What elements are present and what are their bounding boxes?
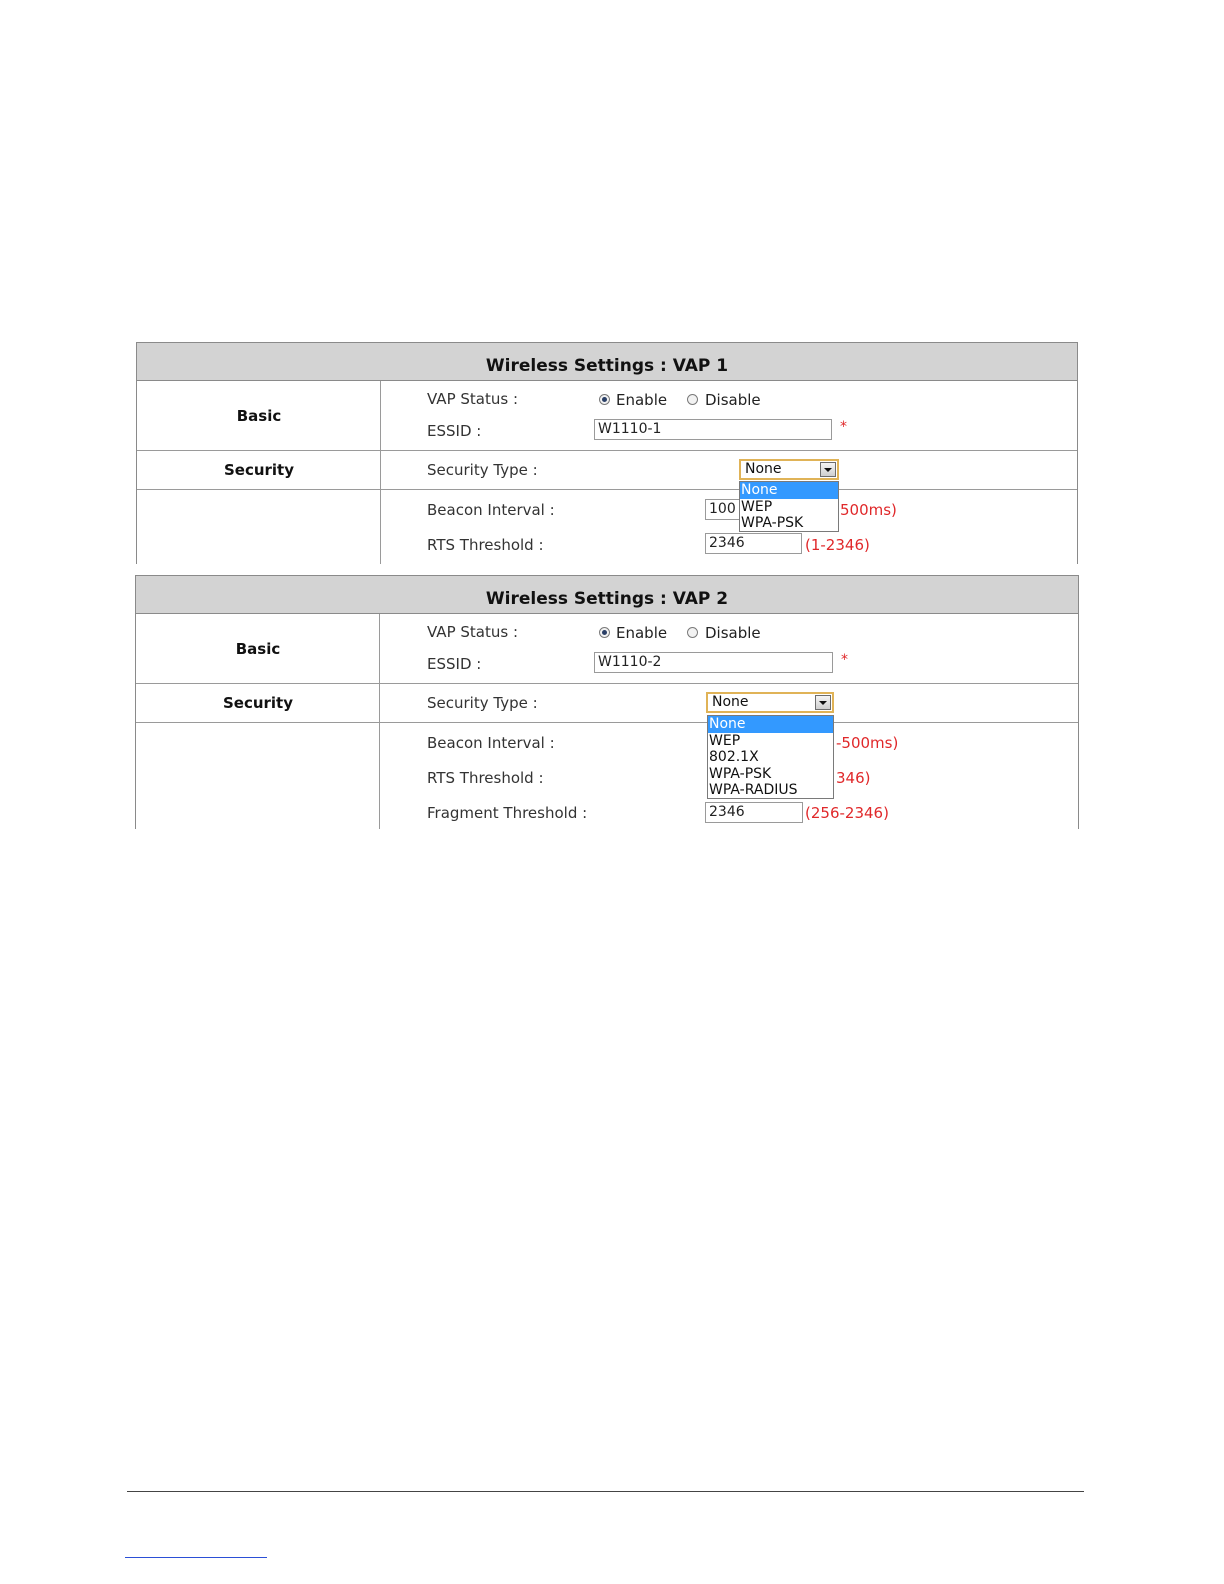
vap2-security-type-label: Security Type : — [427, 694, 538, 712]
vap1-essid-input[interactable]: W1110-1 — [594, 419, 832, 440]
vap1-rts-threshold-label: RTS Threshold : — [427, 536, 544, 554]
footer-rule — [127, 1491, 1084, 1492]
vap2-settings-panel — [135, 575, 1079, 829]
vap2-security-section-label: Security — [222, 694, 294, 712]
vap2-option-none[interactable]: None — [708, 716, 833, 733]
vap1-vap-status-label: VAP Status : — [427, 390, 518, 408]
vap1-beacon-interval-label: Beacon Interval : — [427, 501, 555, 519]
vap2-fragment-threshold-input[interactable]: 2346 — [705, 802, 803, 823]
vap2-option-wpa-radius[interactable]: WPA-RADIUS — [709, 782, 798, 799]
divider — [136, 722, 1078, 723]
vap1-enable-label[interactable]: Enable — [616, 391, 668, 409]
chevron-down-icon[interactable] — [815, 695, 831, 710]
vap2-beacon-interval-label: Beacon Interval : — [427, 734, 555, 752]
vap2-enable-radio[interactable] — [599, 627, 610, 638]
vap1-basic-section-label: Basic — [236, 407, 282, 425]
vap2-required-mark: * — [841, 652, 848, 668]
chevron-down-icon[interactable] — [820, 462, 836, 477]
vap1-option-wep[interactable]: WEP — [741, 498, 773, 515]
vap2-option-wpa-psk[interactable]: WPA-PSK — [709, 765, 772, 782]
vap1-rts-threshold-input[interactable]: 2346 — [705, 533, 802, 554]
vap2-panel-title: Wireless Settings : VAP 2 — [136, 576, 1078, 614]
vap1-security-section-label: Security — [223, 461, 295, 479]
vap2-basic-section-label: Basic — [235, 640, 281, 658]
vap1-security-type-dropdown[interactable] — [739, 481, 839, 532]
vap2-vap-status-label: VAP Status : — [427, 623, 518, 641]
vap2-security-type-dropdown[interactable] — [707, 715, 834, 799]
vap2-beacon-interval-hint: -500ms) — [836, 734, 899, 752]
vap1-settings-panel — [136, 342, 1078, 564]
vap2-option-wep[interactable]: WEP — [709, 732, 741, 749]
vap2-option-8021x[interactable]: 802.1X — [709, 749, 759, 766]
vap2-enable-label[interactable]: Enable — [616, 624, 668, 642]
vap2-security-type-select[interactable] — [706, 692, 834, 713]
vap1-beacon-interval-hint: 500ms) — [840, 501, 897, 519]
vap2-disable-radio[interactable] — [687, 627, 698, 638]
vap1-disable-label[interactable]: Disable — [705, 391, 761, 409]
footer-link-underline — [125, 1557, 267, 1558]
vap1-option-wpa-psk[interactable]: WPA-PSK — [741, 515, 804, 532]
vap1-required-mark: * — [840, 419, 847, 435]
vap1-option-none[interactable]: None — [740, 482, 838, 499]
vap1-security-type-value: None — [745, 461, 782, 477]
divider — [136, 683, 1078, 684]
vap2-security-type-value: None — [712, 694, 749, 710]
vap1-enable-radio[interactable] — [599, 394, 610, 405]
vap1-panel-title: Wireless Settings : VAP 1 — [137, 343, 1077, 381]
vap2-fragment-threshold-label: Fragment Threshold : — [427, 804, 588, 822]
divider — [137, 450, 1077, 451]
vap1-security-type-label: Security Type : — [427, 461, 538, 479]
vap2-rts-threshold-hint: 346) — [836, 769, 871, 787]
vap2-essid-label: ESSID : — [427, 655, 482, 673]
vap1-rts-threshold-hint: (1-2346) — [805, 536, 870, 554]
vap1-security-type-select[interactable] — [739, 459, 839, 480]
vap1-disable-radio[interactable] — [687, 394, 698, 405]
vap1-essid-label: ESSID : — [427, 422, 482, 440]
vap2-disable-label[interactable]: Disable — [705, 624, 761, 642]
vap2-essid-input[interactable]: W1110-2 — [594, 652, 833, 673]
divider — [137, 489, 1077, 490]
vap2-rts-threshold-label: RTS Threshold : — [427, 769, 544, 787]
vap1-beacon-interval-input[interactable]: 100 — [705, 499, 745, 520]
vap2-fragment-threshold-hint: (256-2346) — [805, 804, 889, 822]
